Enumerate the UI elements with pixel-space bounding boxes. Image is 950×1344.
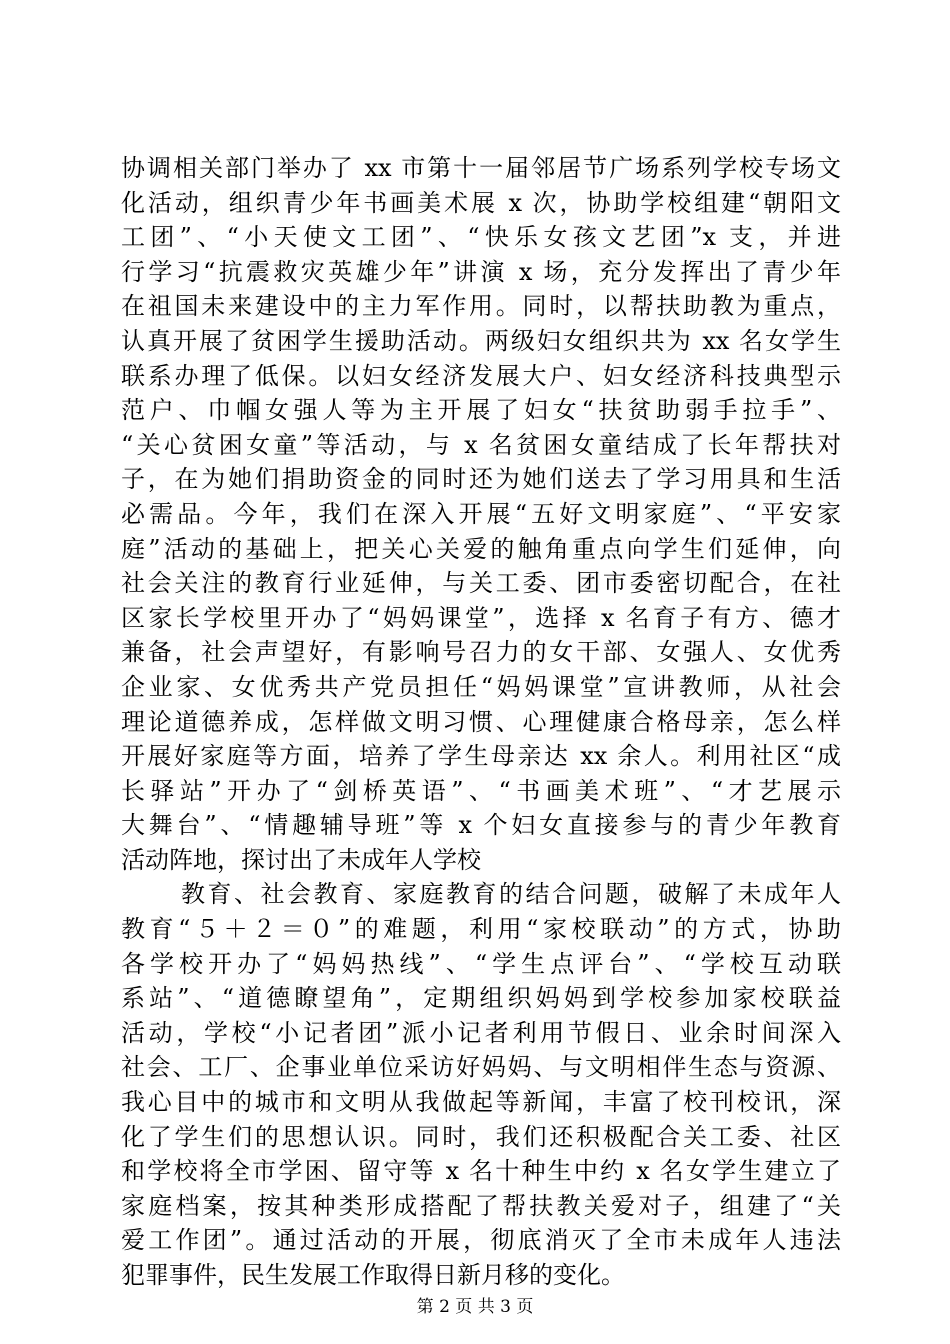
text-line: 在祖国未来建设中的主力军作用。同时，以帮扶助教为重点，	[121, 292, 841, 321]
text-line: 社会关注的教育行业延伸，与关工委、团市委密切配合，在社	[121, 569, 841, 598]
text-line: 教育“５＋２＝０”的难题，利用“家校联动”的方式，协助	[121, 915, 841, 944]
text-line: 联系办理了低保。以妇女经济发展大户、妇女经济科技典型示	[121, 361, 841, 390]
text-line: 兼备，社会声望好，有影响号召力的女干部、女强人、女优秀	[121, 638, 841, 667]
text-line: 协调相关部门举办了 xx 市第十一届邻居节广场系列学校专场文	[121, 154, 841, 182]
text-line: 我心目中的城市和文明从我做起等新闻，丰富了校刊校讯，深	[121, 1088, 841, 1117]
text-line: 区家长学校里开办了“妈妈课堂”，选择 x 名育子有方、德才	[121, 603, 841, 632]
text-line: 工团”、“小天使文工团”、“快乐女孩文艺团”x 支，并进	[121, 223, 841, 252]
text-line: 大舞台”、“情趣辅导班”等 x 个妇女直接参与的青少年教育	[121, 811, 841, 840]
body-text	[121, 151, 841, 1293]
text-line: 活动阵地，探讨出了未成年人学校	[121, 845, 481, 874]
text-line: 企业家、女优秀共产党员担任“妈妈课堂”宣讲教师，从社会	[121, 672, 841, 701]
paragraph	[121, 151, 841, 877]
text-line: 系站”、“道德瞭望角”，定期组织妈妈到学校参加家校联益	[121, 984, 841, 1013]
text-line: 化了学生们的思想认识。同时，我们还积极配合关工委、社区	[121, 1122, 841, 1151]
text-line: 和学校将全市学困、留守等 x 名十种生中约 x 名女学生建立了	[121, 1157, 841, 1186]
text-line: 教育、社会教育、家庭教育的结合问题，破解了未成年人	[181, 880, 841, 909]
text-line: 各学校开办了“妈妈热线”、“学生点评台”、“学校互动联	[121, 949, 841, 978]
text-line: 理论道德养成，怎样做文明习惯、心理健康合格母亲，怎么样	[121, 707, 841, 736]
text-line: 长驿站”开办了“剑桥英语”、“书画美术班”、“才艺展示	[121, 776, 841, 805]
text-line: 子，在为她们捐助资金的同时还为她们送去了学习用具和生活	[121, 465, 841, 494]
text-line: “关心贫困女童”等活动，与 x 名贫困女童结成了长年帮扶对	[121, 430, 841, 459]
page-footer: 第 2 页 共 3 页	[416, 1297, 534, 1317]
text-line: 家庭档案，按其种类形成搭配了帮扶教关爱对子，组建了“关	[121, 1191, 841, 1220]
text-line: 爱工作团”。通过活动的开展，彻底消灭了全市未成年人违法	[121, 1226, 841, 1255]
text-line: 行学习“抗震救灾英雄少年”讲演 x 场，充分发挥出了青少年	[121, 257, 841, 286]
text-line: 必需品。今年，我们在深入开展“五好文明家庭”、“平安家	[121, 499, 841, 528]
text-line: 化活动，组织青少年书画美术展 x 次，协助学校组建“朝阳文	[121, 188, 841, 217]
text-line: 犯罪事件，民生发展工作取得日新月移的变化。	[121, 1261, 625, 1289]
paragraph	[121, 877, 841, 1292]
text-line: 活动，学校“小记者团”派小记者利用节假日、业余时间深入	[121, 1018, 841, 1047]
text-line: 开展好家庭等方面，培养了学生母亲达 xx 余人。利用社区“成	[121, 742, 841, 771]
text-line: 认真开展了贫困学生援助活动。两级妇女组织共为 xx 名女学生	[121, 326, 841, 355]
text-line: 范户、巾帼女强人等为主开展了妇女“扶贫助弱手拉手”、	[121, 396, 841, 425]
text-line: 社会、工厂、企事业单位采访好妈妈、与文明相伴生态与资源、	[121, 1053, 841, 1082]
text-line: 庭”活动的基础上，把关心关爱的触角重点向学生们延伸，向	[121, 534, 841, 563]
